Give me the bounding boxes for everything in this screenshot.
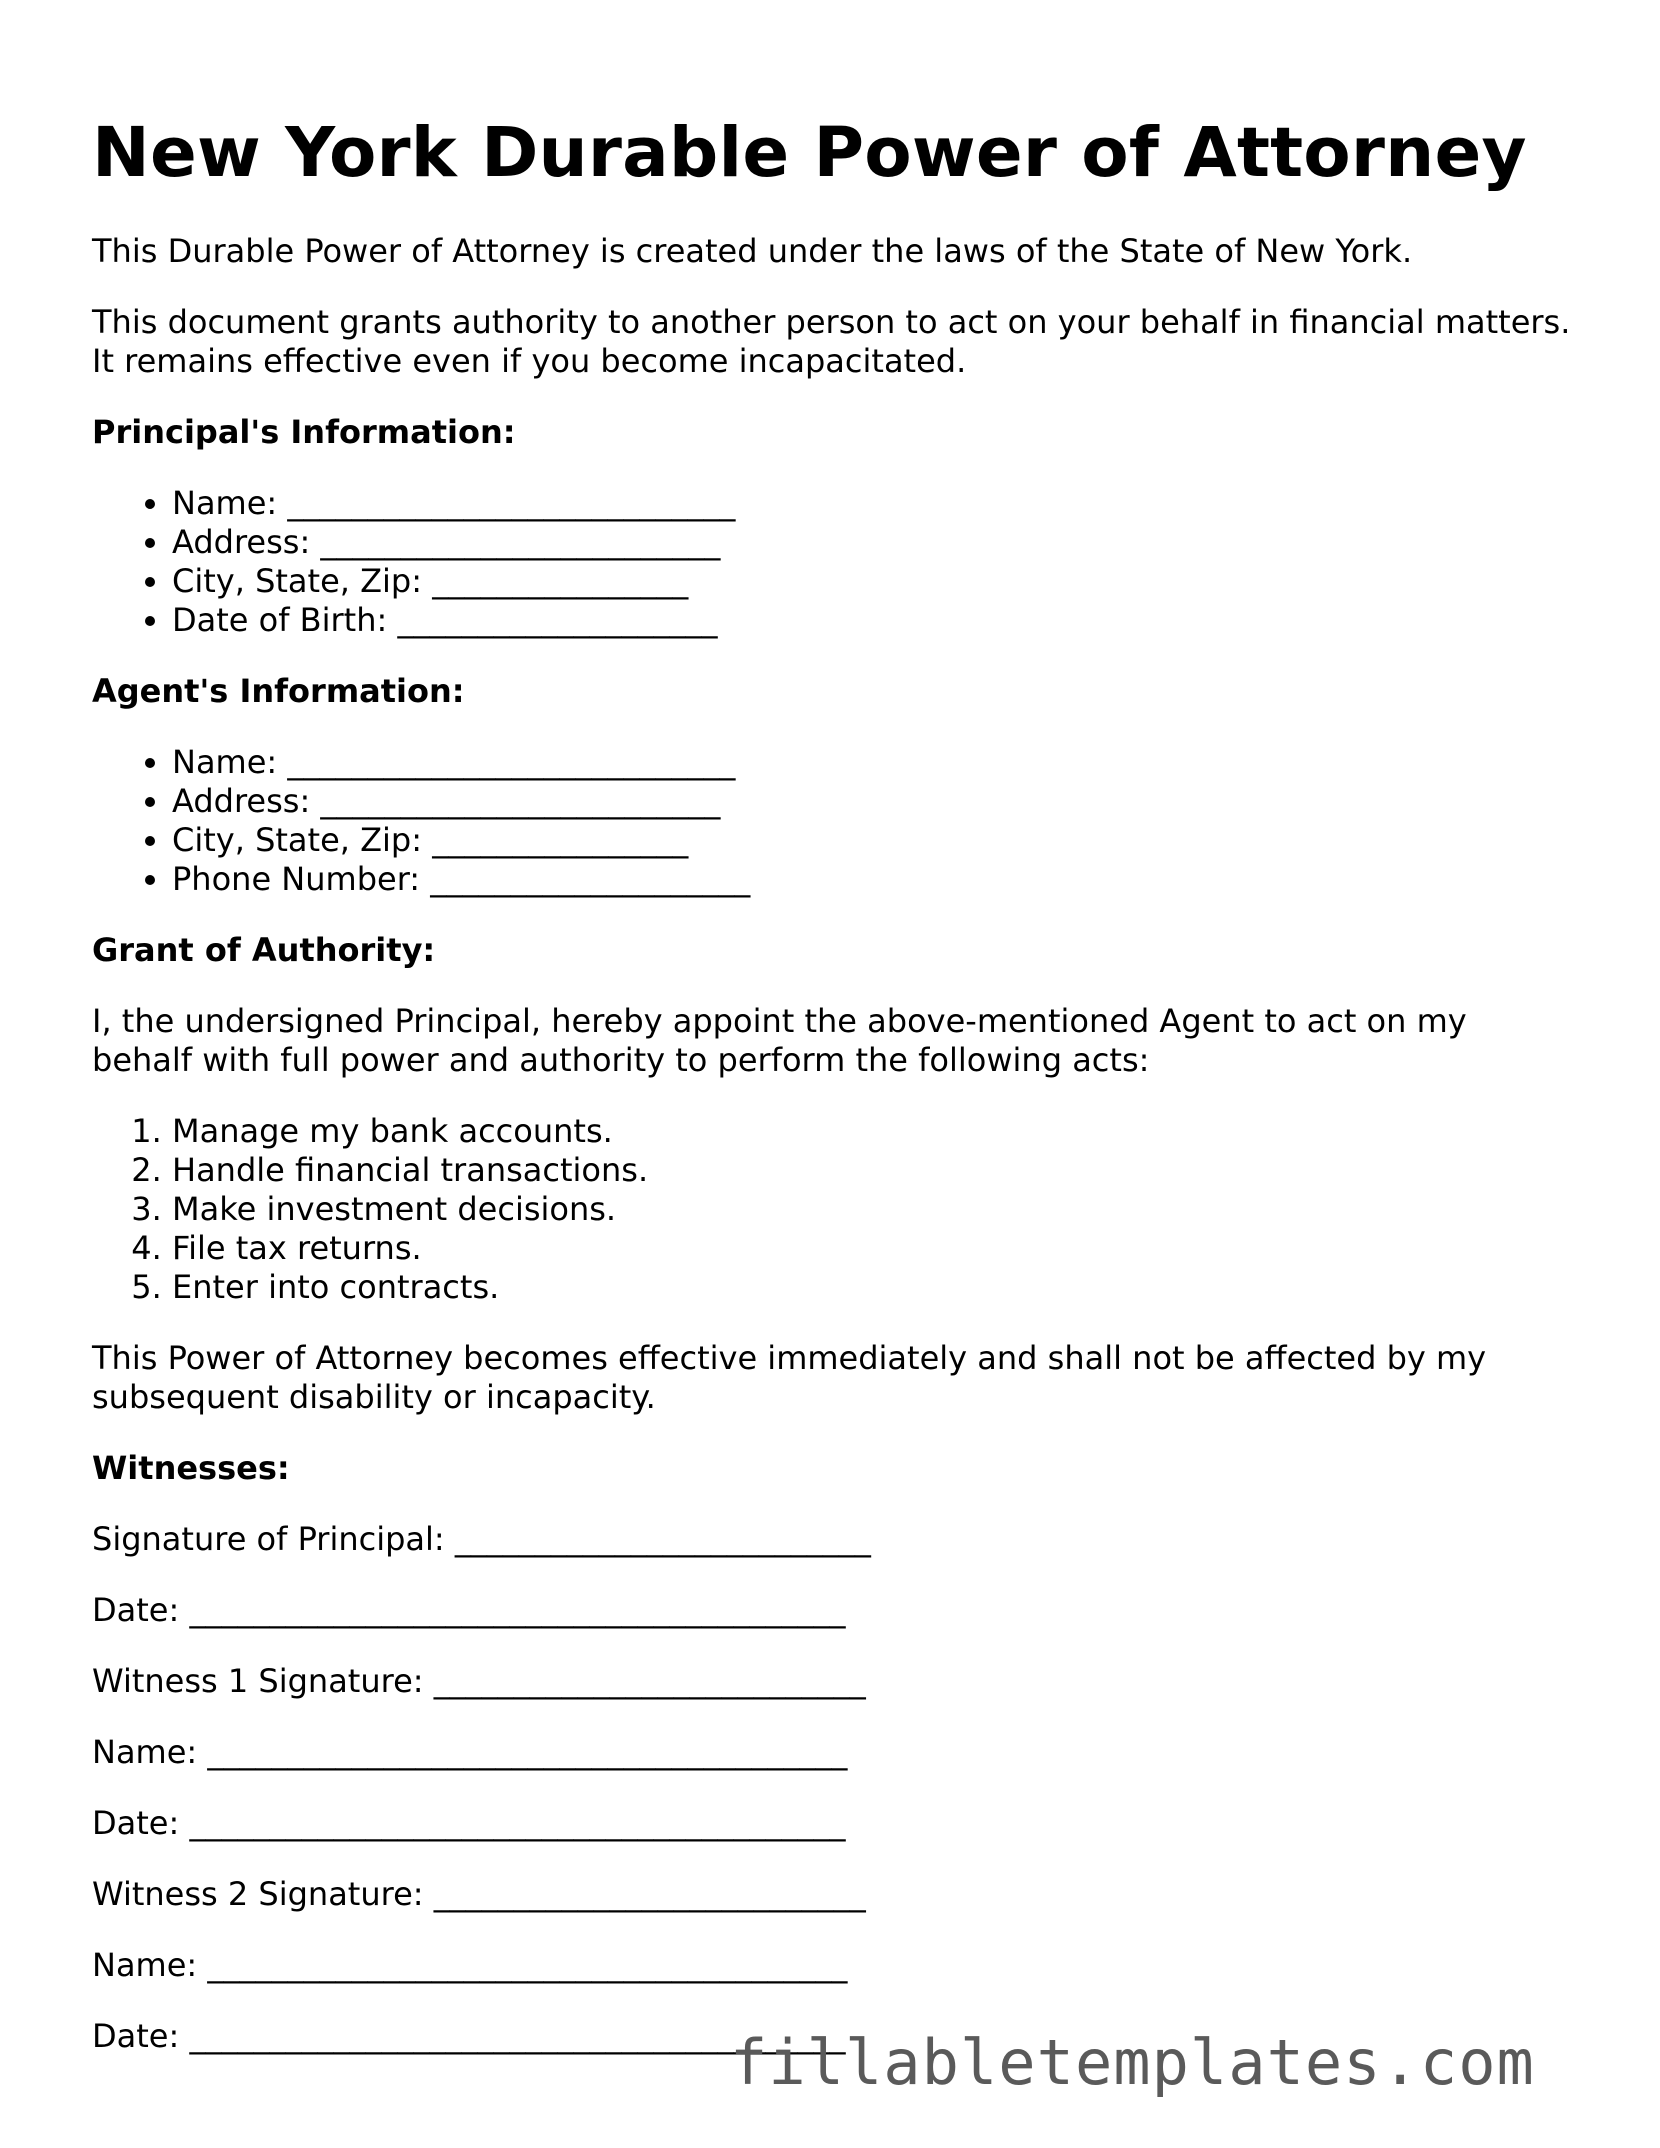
grant-act-item: 4. File tax returns. <box>172 1229 1572 1268</box>
witness-1-signature-line: Witness 1 Signature: ___________________________ <box>92 1662 866 1700</box>
agent-address-field: • Address: _________________________ <box>172 782 1572 821</box>
intro-paragraph-1: This Durable Power of Attorney is created under the laws of the State of New York. <box>92 232 1413 270</box>
document-title: New York Durable Power of Attorney <box>92 113 1527 193</box>
principal-name-field: • Name: ____________________________ <box>172 484 1572 523</box>
agent-phone-number-field: • Phone Number: ____________________ <box>172 860 1572 899</box>
principal-date-line: Date: _________________________________________ <box>92 1591 846 1629</box>
watermark: fillabletemplates.com <box>730 2026 1535 2099</box>
witness-2-signature-line: Witness 2 Signature: ___________________________ <box>92 1875 866 1913</box>
agent-name-field: • Name: ____________________________ <box>172 743 1572 782</box>
principal-city-state-zip-field: • City, State, Zip: ________________ <box>172 562 1572 601</box>
grant-acts-list <box>92 1112 1572 1307</box>
intro-paragraph-2: This document grants authority to another person to act on your behalf in financial matters. It remains effective even if you become incapacitated. <box>92 303 1571 380</box>
agent-fields-list <box>92 743 1572 899</box>
grant-act-item: 1. Manage my bank accounts. <box>172 1112 1572 1151</box>
witness-2-date-line: Date: _________________________________________ <box>92 2017 846 2055</box>
witnesses-heading: Witnesses: <box>92 1449 290 1487</box>
principal-address-field: • Address: _________________________ <box>172 523 1572 562</box>
grant-act-item: 5. Enter into contracts. <box>172 1268 1572 1307</box>
witness-2-name-line: Name: ________________________________________ <box>92 1946 848 1984</box>
agent-heading: Agent's Information: <box>92 672 465 710</box>
grant-act-item: 3. Make investment decisions. <box>172 1190 1572 1229</box>
grant-act-item: 2. Handle financial transactions. <box>172 1151 1572 1190</box>
witness-1-date-line: Date: _________________________________________ <box>92 1804 846 1842</box>
effective-statement: This Power of Attorney becomes effective immediately and shall not be affected by my subsequent disability or incapacity. <box>92 1339 1487 1416</box>
document-page <box>92 110 1572 2088</box>
grant-heading: Grant of Authority: <box>92 931 436 969</box>
agent-city-state-zip-field: • City, State, Zip: ________________ <box>172 821 1572 860</box>
grant-text: I, the undersigned Principal, hereby appoint the above-mentioned Agent to act on my behalf with full power and authority to perform the following acts: <box>92 1002 1467 1079</box>
principal-heading: Principal's Information: <box>92 413 516 451</box>
witness-1-name-line: Name: ________________________________________ <box>92 1733 848 1771</box>
principal-fields-list <box>92 484 1572 640</box>
principal-signature-line: Signature of Principal: __________________________ <box>92 1520 871 1558</box>
principal-date-of-birth-field: • Date of Birth: ____________________ <box>172 601 1572 640</box>
